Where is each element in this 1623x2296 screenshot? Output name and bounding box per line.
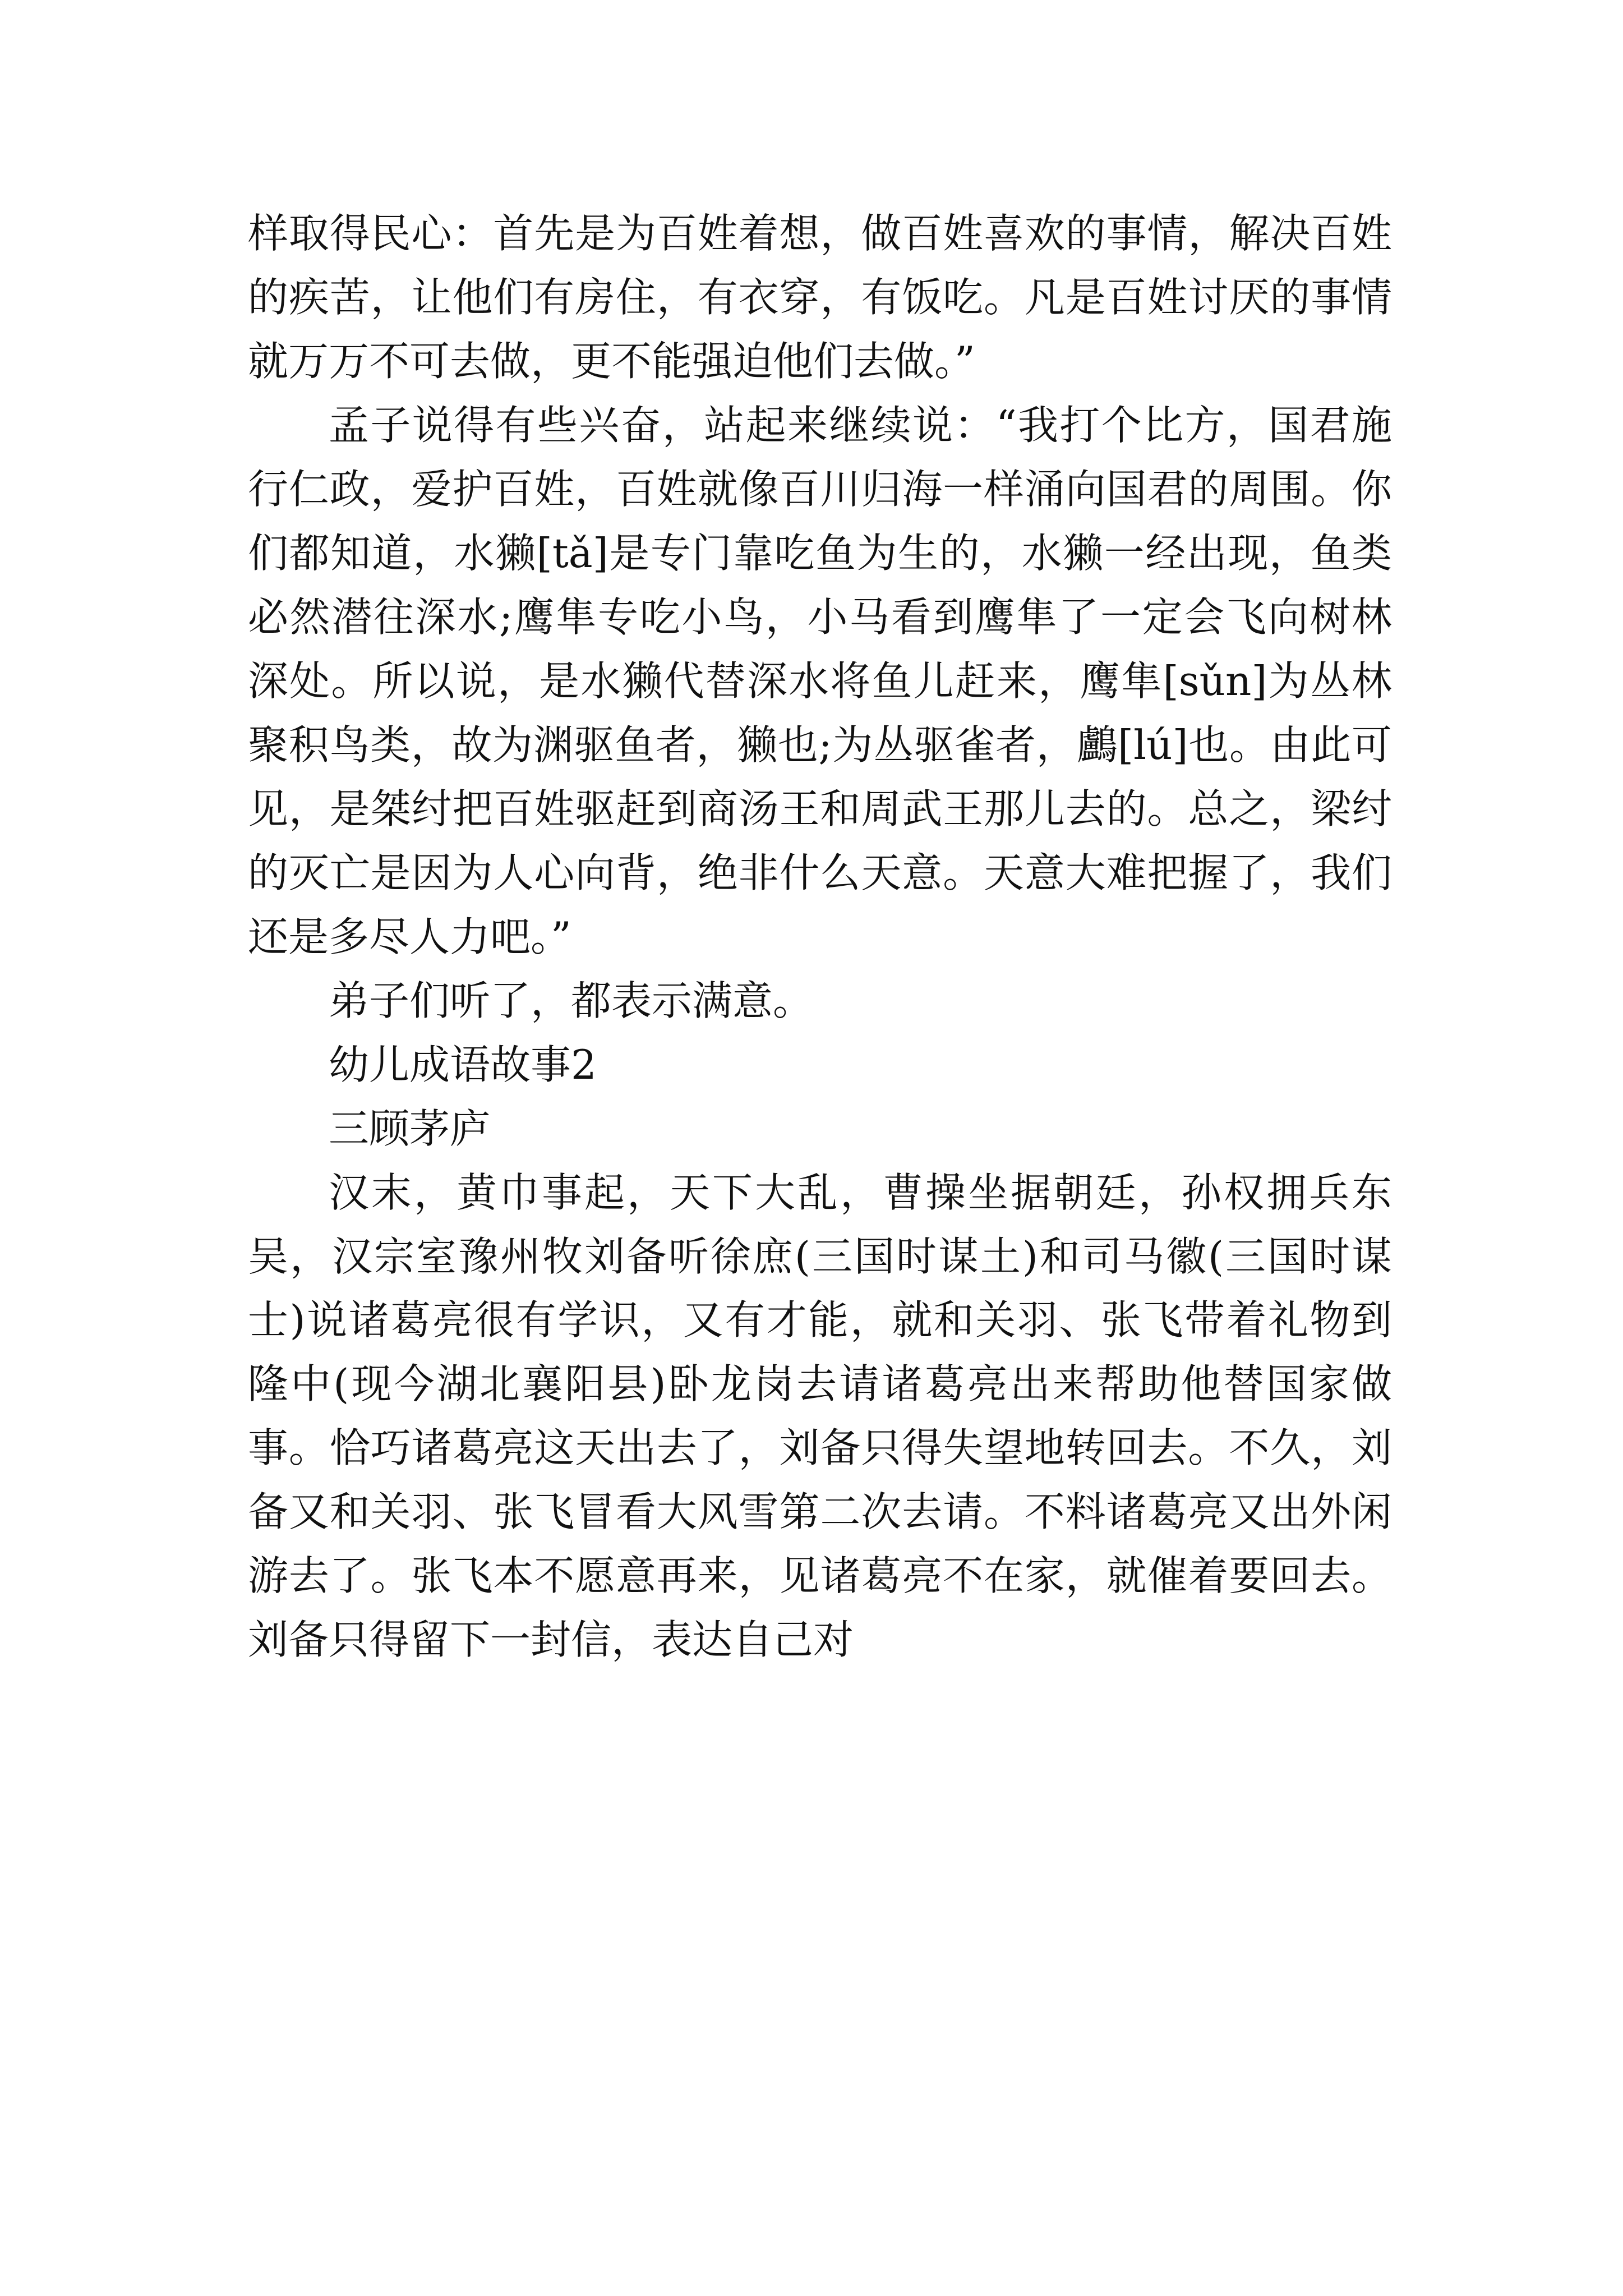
story-title: 三顾茅庐	[329, 1105, 491, 1152]
paragraph-three-visits: 汉末，黄巾事起，天下大乱，曹操坐据朝廷，孙权拥兵东吴，汉宗室豫州牧刘备听徐庶(三国时谋土)和司马徽(三国时谋士)说诸葛亮很有学识，又有才能，就和关羽、张飞带着礼物到隆中(现今湖北襄阳县)卧龙岗去请诸葛亮出来帮助他替国家做事。恰巧诸葛亮这天出去了，刘备只得失望地转回去。不久，刘备又和关羽、张飞冒看大风雪第二次去请。不料诸葛亮又出外闲游去了。张飞本不愿意再来，见诸葛亮不在家，就催着要回去。刘备只得留下一封信，表达自己对	[248, 1168, 1392, 1664]
section-heading: 幼儿成语故事2	[329, 1041, 597, 1088]
paragraph-disciples-satisfied: 弟子们听了，都表示满意。	[329, 977, 814, 1024]
paragraph-mencius-speech: 孟子说得有些兴奋，站起来继续说：“我打个比方，国君施行仁政，爱护百姓，百姓就像百川归海一样涌向国君的周围。你们都知道，水獭[tǎ]是专门靠吃鱼为生的，水獭一经出现，鱼类必然潜往深水;鹰隼专吃小鸟，小马看到鹰隼了一定会飞向树林深处。所以说，是水獭代替深水将鱼儿赶来，鹰隼[sǔn]为丛林聚积鸟类，故为渊驱鱼者，獭也;为丛驱雀者，鸕[lú]也。由此可见，是桀纣把百姓驱赶到商汤王和周武王那儿去的。总之，梁纣的灭亡是因为人心向背，绝非什么天意。天意大难把握了，我们还是多尽人力吧。”	[248, 401, 1392, 960]
paragraph-continuation: 样取得民心：首先是为百姓着想，做百姓喜欢的事情，解决百姓的疾苦，让他们有房住，有衣穿，有饭吃。凡是百姓讨厌的事情就万万不可去做，更不能强迫他们去做。”	[248, 210, 1392, 385]
document-body	[248, 202, 1392, 1672]
